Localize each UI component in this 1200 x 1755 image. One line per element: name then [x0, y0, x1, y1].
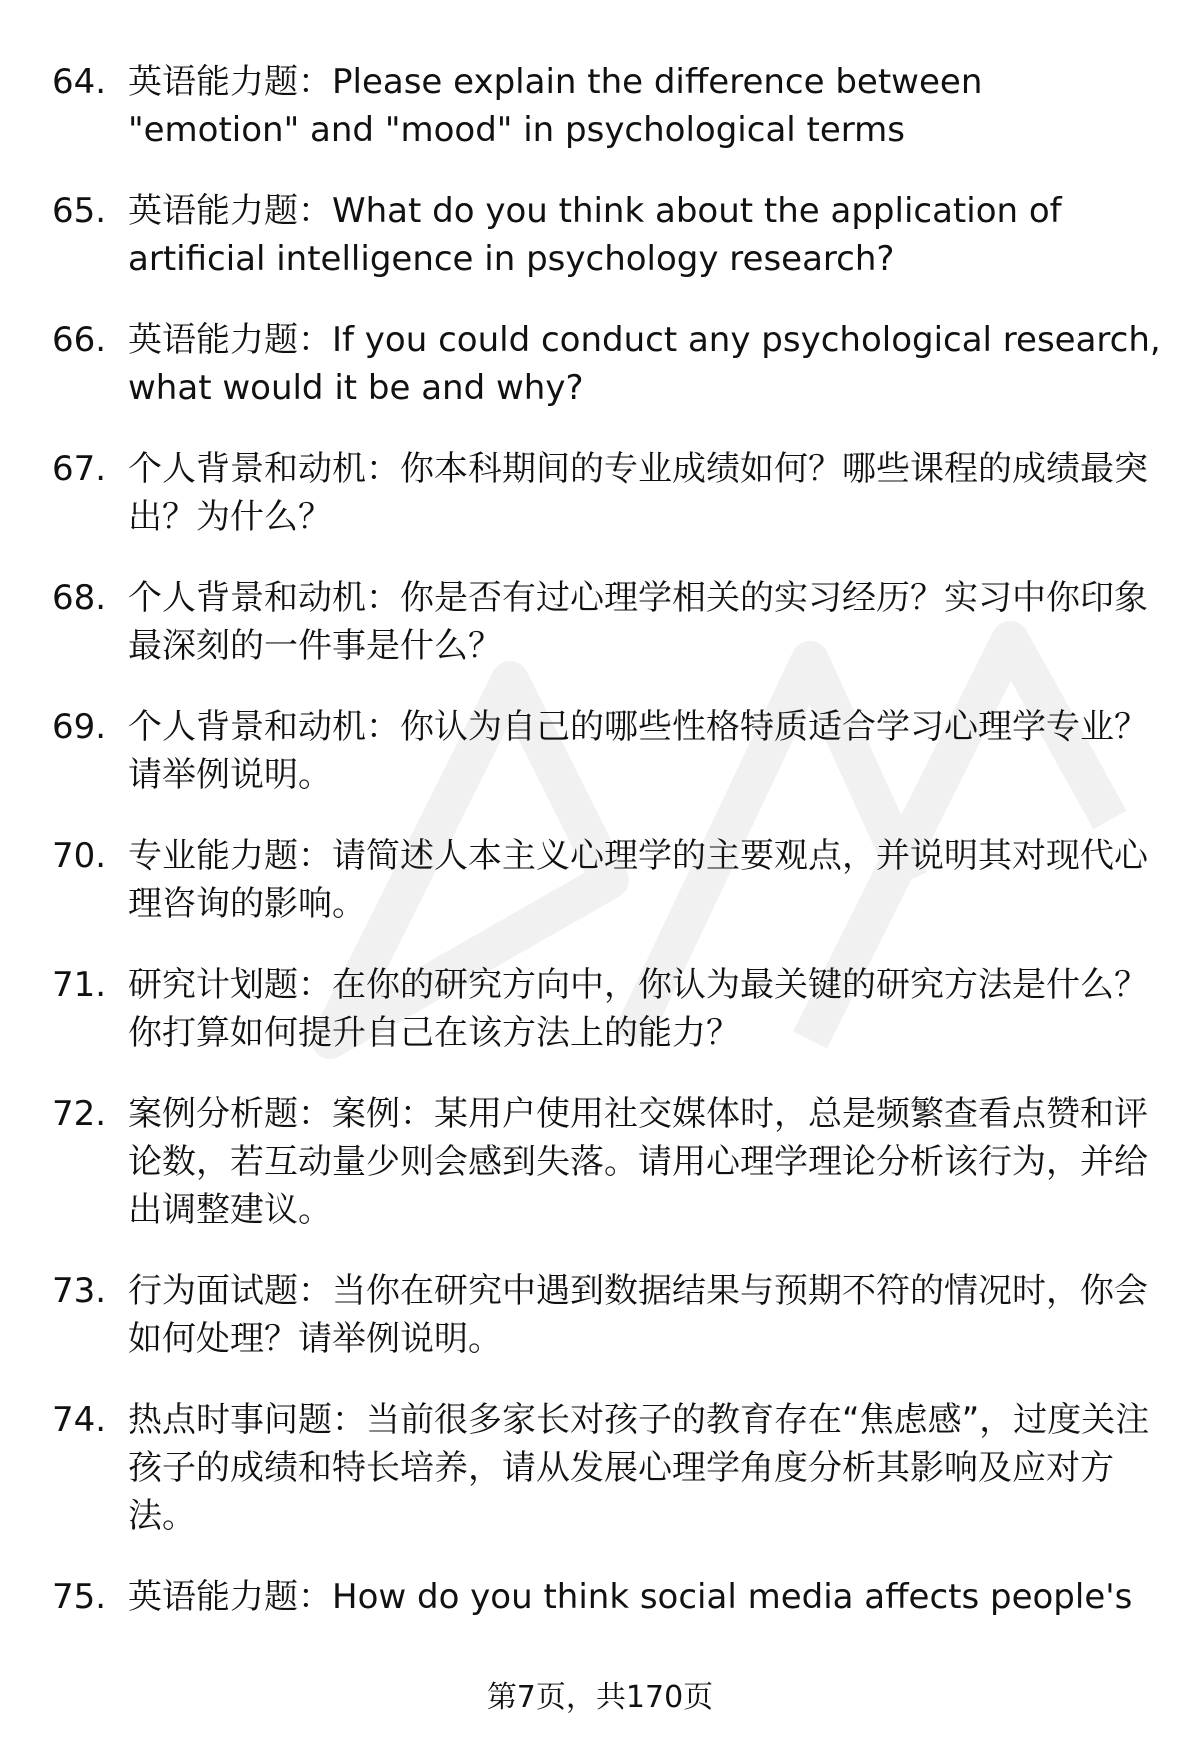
- question-item: [52, 1573, 1162, 1621]
- question-item: [52, 832, 1162, 928]
- question-item: [52, 961, 1162, 1057]
- question-item: [52, 58, 1162, 154]
- page-footer: 第7页，共170页: [486, 1680, 714, 1715]
- question-item: [52, 445, 1162, 541]
- question-number: 66.: [52, 320, 107, 360]
- question-item: [52, 1090, 1162, 1234]
- question-item: [52, 574, 1162, 670]
- question-number: 69.: [52, 707, 107, 747]
- question-text: 英语能力题：If you could conduct any psychological research, what would it be and why?: [128, 320, 1161, 408]
- question-number: 67.: [52, 449, 107, 489]
- question-number: 70.: [52, 836, 107, 876]
- question-item: [52, 703, 1162, 799]
- question-number: 68.: [52, 578, 107, 618]
- question-text: 专业能力题：请简述人本主义心理学的主要观点，并说明其对现代心理咨询的影响。: [128, 836, 1148, 924]
- question-number: 75.: [52, 1577, 107, 1617]
- question-text: 案例分析题：案例：某用户使用社交媒体时，总是频繁查看点赞和评论数，若互动量少则会感到失落。请用心理学理论分析该行为，并给出调整建议。: [128, 1094, 1148, 1230]
- question-text: 研究计划题：在你的研究方向中，你认为最关键的研究方法是什么？你打算如何提升自己在该方法上的能力？: [128, 965, 1148, 1053]
- question-text: 个人背景和动机：你是否有过心理学相关的实习经历？实习中你印象最深刻的一件事是什么？: [128, 578, 1148, 666]
- question-text: 热点时事问题：当前很多家长对孩子的教育存在“焦虑感”，过度关注孩子的成绩和特长培养，请从发展心理学角度分析其影响及应对方法。: [128, 1400, 1150, 1536]
- question-text: 个人背景和动机：你认为自己的哪些性格特质适合学习心理学专业？请举例说明。: [128, 707, 1148, 795]
- question-number: 65.: [52, 191, 107, 231]
- question-number: 71.: [52, 965, 107, 1005]
- question-list: [52, 58, 1162, 1654]
- question-number: 72.: [52, 1094, 107, 1134]
- question-number: 64.: [52, 62, 107, 102]
- question-item: [52, 1267, 1162, 1363]
- question-item: [52, 1396, 1162, 1540]
- question-number: 73.: [52, 1271, 107, 1311]
- question-text: 英语能力题：How do you think social media affects people's: [128, 1577, 1133, 1617]
- question-text: 英语能力题：What do you think about the application of artificial intelligence in psychology research?: [128, 191, 1062, 279]
- question-text: 英语能力题：Please explain the difference between "emotion" and "mood" in psychological terms: [128, 62, 983, 150]
- question-text: 个人背景和动机：你本科期间的专业成绩如何？哪些课程的成绩最突出？为什么？: [128, 449, 1148, 537]
- question-number: 74.: [52, 1400, 107, 1440]
- question-item: [52, 316, 1162, 412]
- question-text: 行为面试题：当你在研究中遇到数据结果与预期不符的情况时，你会如何处理？请举例说明。: [128, 1271, 1148, 1359]
- question-item: [52, 187, 1162, 283]
